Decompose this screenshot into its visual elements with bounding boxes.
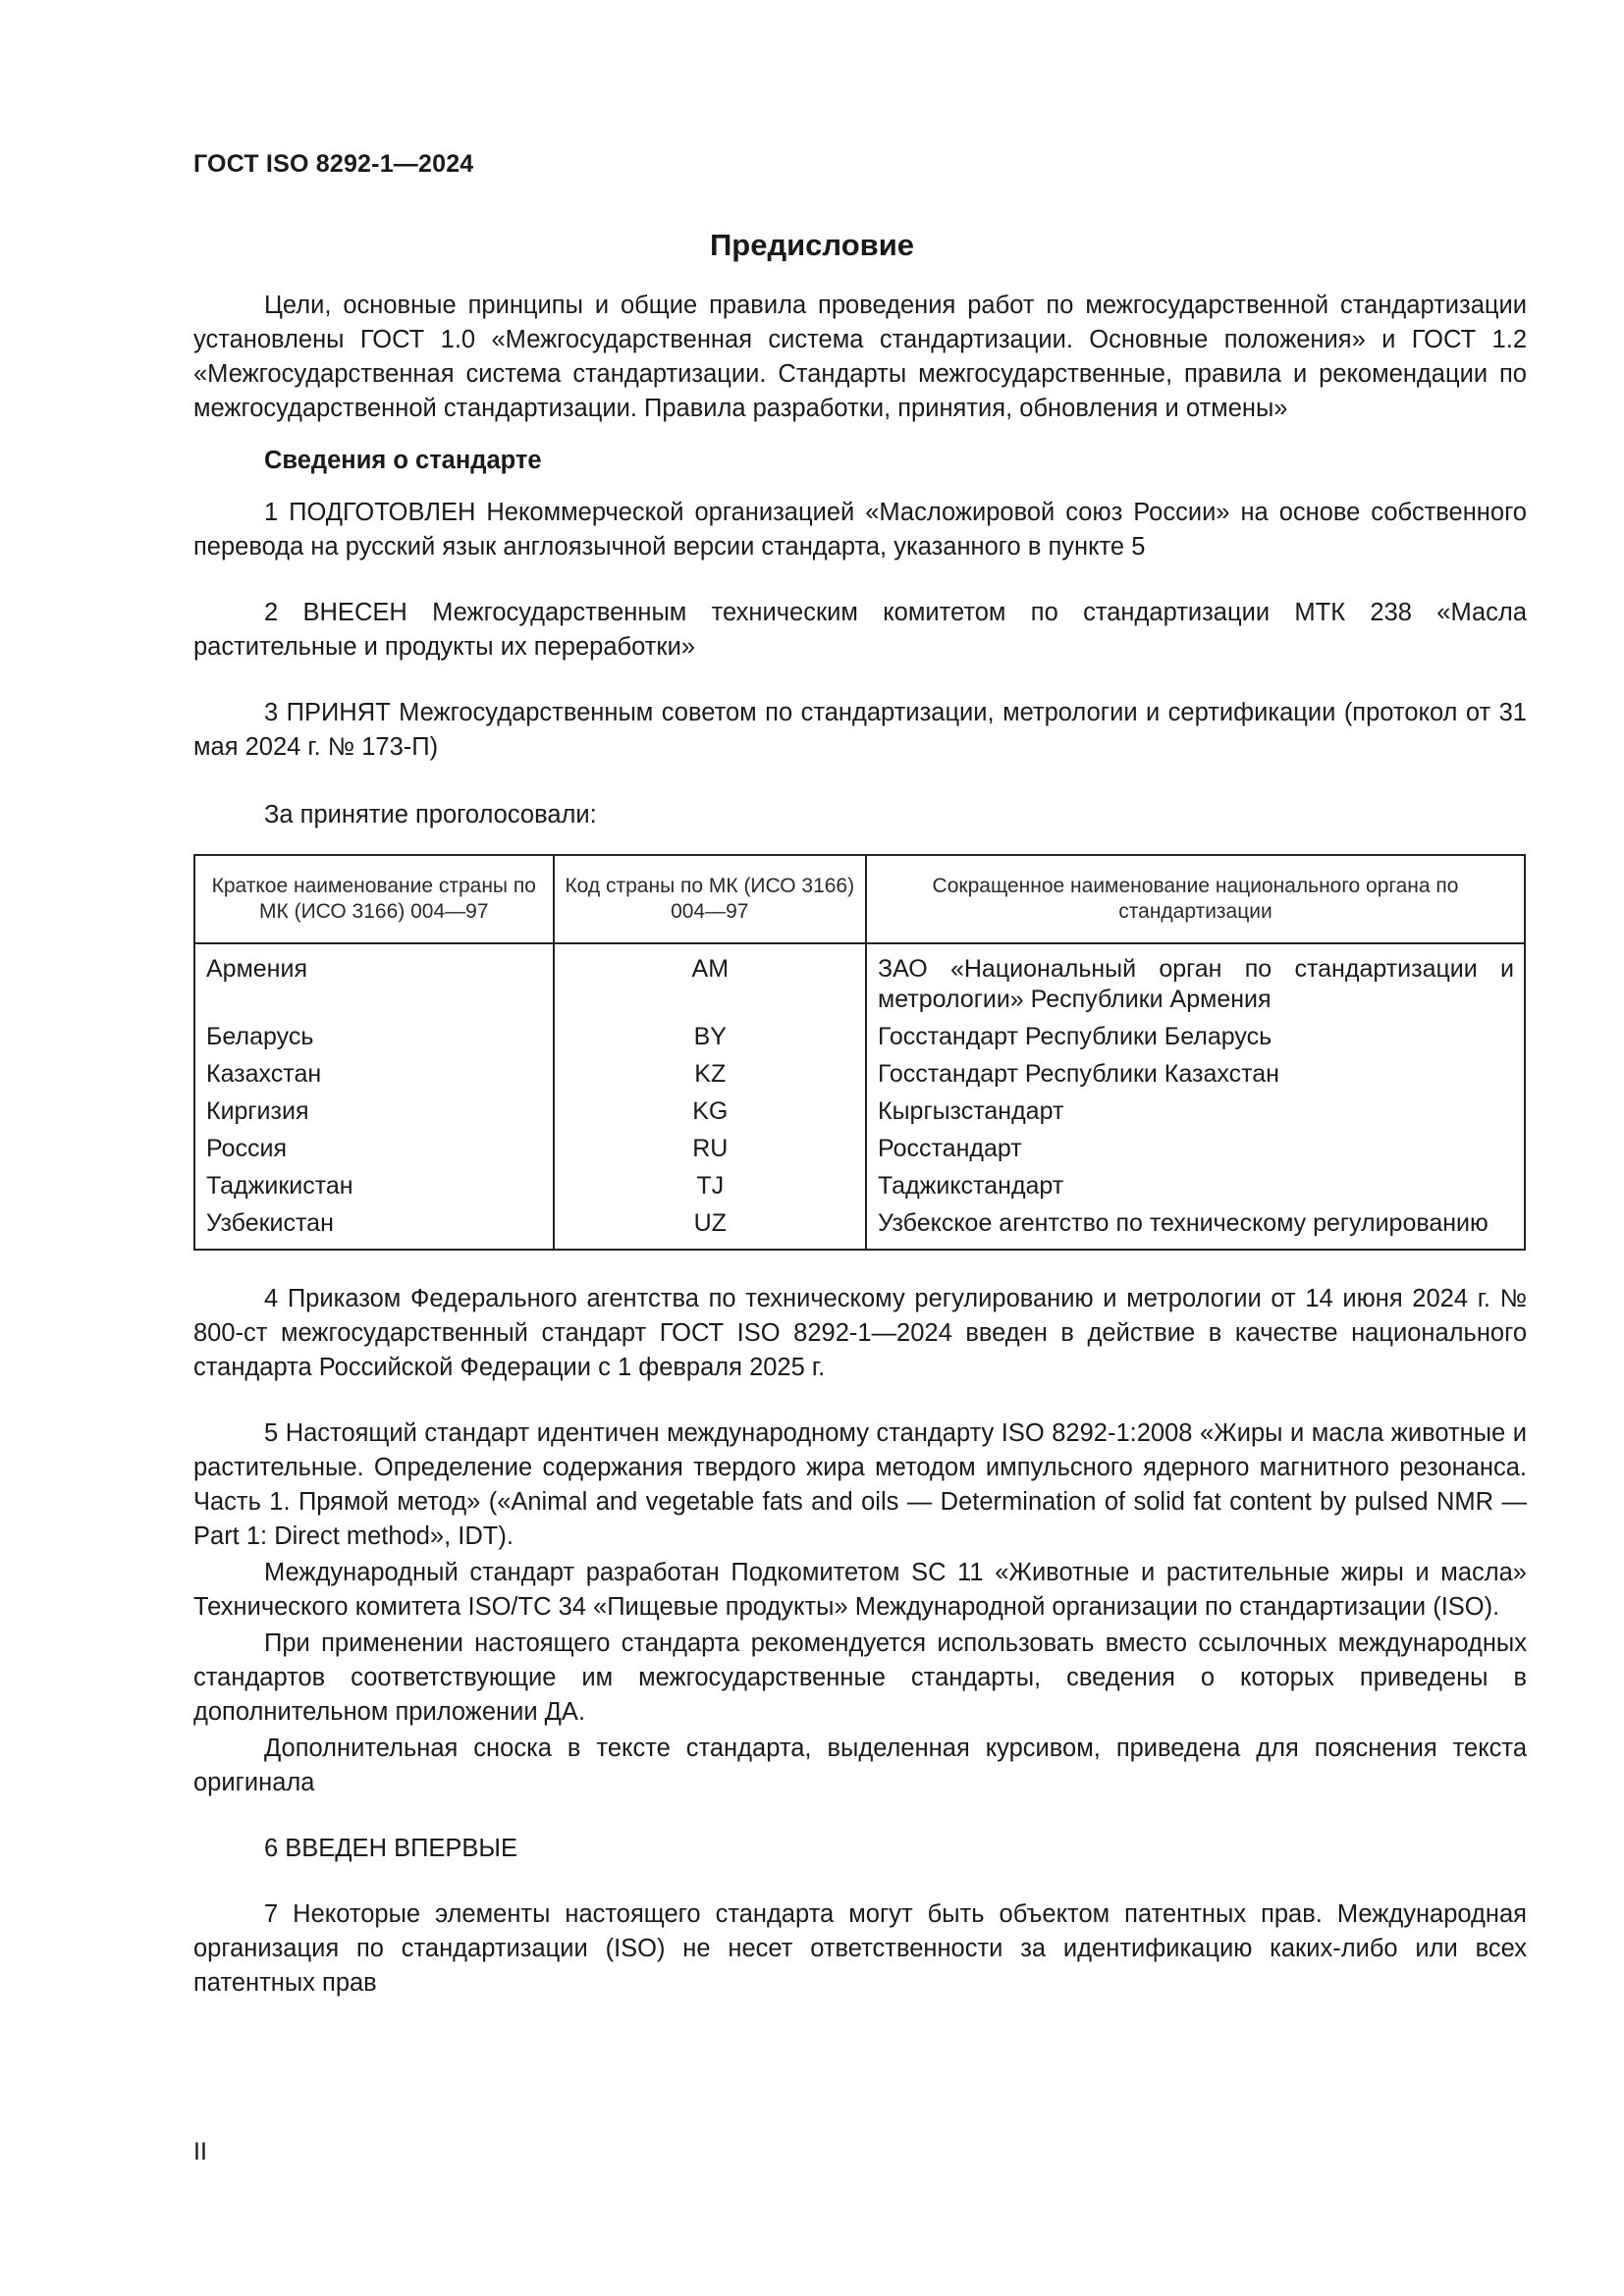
code-cell: KG <box>554 1094 866 1131</box>
country-cell: Казахстан <box>206 1060 322 1088</box>
item-5: 5 Настоящий стандарт идентичен международному стандарту ISO 8292-1:2008 «Жиры и масла животные и растительные. Определение содержания твердого жира методом импульсного ядерного магнитного резонанса. Часть 1. Прямой метод» («Animal and vegetable fats and oils — Determination of solid fat content by pulsed NMR — Part 1: Direct method», IDT). <box>193 1419 1527 1550</box>
table-row <box>194 943 1525 1019</box>
table-row <box>194 1168 1525 1205</box>
org-cell: Кыргызстандарт <box>866 1094 1525 1131</box>
section-heading: Сведения о стандарте <box>264 447 542 474</box>
code-cell: RU <box>554 1131 866 1168</box>
code-cell: KZ <box>554 1056 866 1094</box>
code-cell: AM <box>554 943 866 1019</box>
item-5-references: При применении настоящего стандарта рекомендуется использовать вместо ссылочных международных стандартов соответствующие им межгосударственные стандарты, сведения о которых приведены в дополнительном приложении ДА. <box>193 1629 1527 1726</box>
item-6: 6 ВВЕДЕН ВПЕРВЫЕ <box>264 1835 518 1862</box>
country-cell: Армения <box>206 955 307 983</box>
country-cell: Таджикистан <box>206 1172 353 1200</box>
document-code: ГОСТ ISO 8292-1—2024 <box>193 150 474 178</box>
code-cell: TJ <box>554 1168 866 1205</box>
table-header-row <box>194 855 1525 943</box>
item-5-committee: Международный стандарт разработан Подкомитетом SC 11 «Животные и растительные жиры и масла» Технического комитета ISO/TC 34 «Пищевые продукты» Международной организации по стандартизации (ISO). <box>193 1559 1527 1621</box>
country-cell: Киргизия <box>206 1097 309 1125</box>
table-row <box>194 1205 1525 1250</box>
table-row <box>194 1056 1525 1094</box>
country-cell: Россия <box>206 1135 287 1162</box>
item-3: 3 ПРИНЯТ Межгосударственным советом по стандартизации, метрологии и сертификации (протокол от 31 мая 2024 г. № 173-П) <box>193 699 1527 761</box>
header-code: Код страны по МК (ИСО 3166) 004—97 <box>554 855 866 943</box>
table-row <box>194 1131 1525 1168</box>
org-cell: Росстандарт <box>866 1131 1525 1168</box>
header-country: Краткое наименование страны по МК (ИСО 3166) 004—97 <box>194 855 554 943</box>
page-title: Предисловие <box>709 228 914 262</box>
table-row <box>194 1094 1525 1131</box>
table-row <box>194 1019 1525 1056</box>
intro-paragraph: Цели, основные принципы и общие правила проведения работ по межгосударственной стандартизации установлены ГОСТ 1.0 «Межгосударственная система стандартизации. Основные положения» и ГОСТ 1.2 «Межгосударственная система стандартизации. Стандарты межгосударственные, правила и рекомендации по межгосударственной стандартизации. Правила разработки, принятия, обновления и отмены» <box>193 292 1527 422</box>
member-states-table <box>193 854 1526 1251</box>
org-cell: Таджикстандарт <box>866 1168 1525 1205</box>
org-cell: Госстандарт Республики Беларусь <box>866 1019 1525 1056</box>
item-1: 1 ПОДГОТОВЛЕН Некоммерческой организацией «Масложировой союз России» на основе собственного перевода на русский язык англоязычной версии стандарта, указанного в пункте 5 <box>193 499 1527 561</box>
org-cell: Госстандарт Республики Казахстан <box>866 1056 1525 1094</box>
document-body <box>193 289 1527 2001</box>
country-cell: Беларусь <box>206 1023 314 1050</box>
item-2: 2 ВНЕСЕН Межгосударственным техническим комитетом по стандартизации МТК 238 «Масла растительные и продукты их переработки» <box>193 599 1527 661</box>
page-number: II <box>193 2138 207 2165</box>
code-cell: BY <box>554 1019 866 1056</box>
country-cell: Узбекистан <box>206 1209 334 1237</box>
header-org: Сокращенное наименование национального органа по стандартизации <box>866 855 1525 943</box>
vote-intro: За принятие проголосовали: <box>264 801 597 828</box>
org-cell: ЗАО «Национальный орган по стандартизации и метрологии» Республики Армения <box>866 943 1525 1019</box>
item-7: 7 Некоторые элементы настоящего стандарта могут быть объектом патентных прав. Международная организация по стандартизации (ISO) не несет ответственности за идентификацию каких-либо или всех патентных прав <box>193 1900 1527 1997</box>
code-cell: UZ <box>554 1205 866 1250</box>
item-4: 4 Приказом Федерального агентства по техническому регулированию и метрологии от 14 июня 2024 г. № 800-ст межгосударственный стандарт ГОСТ ISO 8292-1—2024 введен в действие в качестве национального стандарта Российской Федерации с 1 февраля 2025 г. <box>193 1285 1527 1381</box>
org-cell: Узбекское агентство по техническому регулированию <box>866 1205 1525 1250</box>
item-5-footnote: Дополнительная сноска в тексте стандарта, выделенная курсивом, приведена для пояснения текста оригинала <box>193 1735 1527 1796</box>
